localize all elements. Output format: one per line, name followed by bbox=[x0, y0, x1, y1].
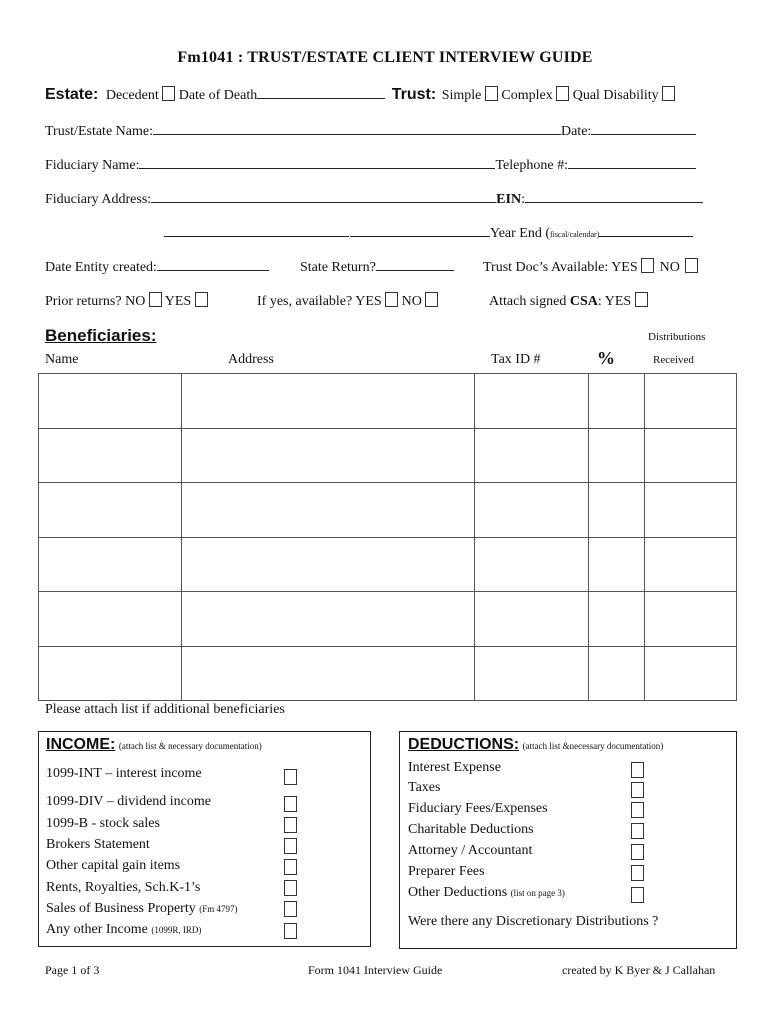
income-item-label: Rents, Royalties, Sch.K-1’s bbox=[46, 880, 201, 895]
beneficiary-distributions-cell[interactable] bbox=[645, 428, 737, 483]
beneficiary-percent-cell[interactable] bbox=[589, 483, 645, 538]
state-return-field[interactable] bbox=[376, 258, 454, 271]
deduction-item-checkbox[interactable] bbox=[631, 887, 644, 903]
deductions-box bbox=[399, 731, 737, 949]
date-entity-created-label: Date Entity created: bbox=[45, 260, 157, 275]
beneficiary-name-cell[interactable] bbox=[39, 646, 182, 701]
beneficiary-address-cell[interactable] bbox=[181, 592, 475, 647]
deduction-item-checkbox[interactable] bbox=[631, 762, 644, 778]
deduction-item-label: Taxes bbox=[408, 780, 441, 795]
beneficiary-percent-cell[interactable] bbox=[589, 428, 645, 483]
income-item-label: 1099-B - stock sales bbox=[46, 816, 160, 831]
deduction-item-label: Fiduciary Fees/Expenses bbox=[408, 801, 548, 816]
if-yes-available-label: If yes, available? YES bbox=[257, 294, 382, 309]
income-item bbox=[46, 837, 150, 853]
col-address-header: Address bbox=[228, 352, 274, 367]
income-item bbox=[46, 766, 202, 782]
beneficiary-address-cell[interactable] bbox=[181, 646, 475, 701]
page-number: Page 1 of 3 bbox=[45, 963, 100, 977]
available-no-label: NO bbox=[401, 294, 422, 309]
beneficiary-distributions-cell[interactable] bbox=[645, 646, 737, 701]
csa-label: CSA bbox=[569, 294, 598, 309]
beneficiary-name-cell[interactable] bbox=[39, 483, 182, 538]
date-entity-created-field[interactable] bbox=[157, 258, 269, 271]
income-item-checkbox[interactable] bbox=[284, 901, 297, 917]
date-of-death-label: Date of Death bbox=[178, 88, 258, 103]
deduction-item bbox=[408, 780, 440, 796]
col-percent-header: % bbox=[597, 348, 615, 368]
prior-returns-no-checkbox[interactable] bbox=[149, 292, 162, 307]
date-label: Date: bbox=[560, 124, 592, 139]
income-item-checkbox[interactable] bbox=[284, 859, 297, 875]
income-item bbox=[46, 901, 237, 917]
ein-colon: : bbox=[521, 192, 525, 207]
income-item bbox=[46, 922, 201, 938]
estate-label: Estate: bbox=[45, 86, 99, 103]
income-note: (attach list & necessary documentation) bbox=[118, 741, 262, 751]
beneficiary-address-cell[interactable] bbox=[181, 483, 475, 538]
available-no-checkbox[interactable] bbox=[425, 292, 438, 307]
table-row bbox=[39, 537, 737, 592]
deduction-item-note: (list on page 3) bbox=[510, 888, 565, 898]
beneficiary-distributions-cell[interactable] bbox=[645, 537, 737, 592]
discretionary-distributions-question: Were there any Discretionary Distributions ? bbox=[408, 914, 659, 929]
beneficiary-name-cell[interactable] bbox=[39, 374, 182, 429]
income-item-checkbox[interactable] bbox=[284, 769, 297, 785]
trust-docs-no-checkbox[interactable] bbox=[685, 258, 698, 273]
address-line2-field[interactable] bbox=[164, 224, 349, 237]
deductions-heading: DEDUCTIONS: bbox=[408, 736, 520, 753]
deduction-item-label: Preparer Fees bbox=[408, 864, 485, 879]
beneficiary-distributions-cell[interactable] bbox=[645, 374, 737, 429]
table-row bbox=[39, 483, 737, 538]
col-taxid-header: Tax ID # bbox=[491, 352, 541, 367]
income-item-checkbox[interactable] bbox=[284, 796, 297, 812]
income-item bbox=[46, 794, 211, 810]
deduction-item-checkbox[interactable] bbox=[631, 823, 644, 839]
attach-signed-label: Attach signed bbox=[489, 294, 570, 309]
income-item-label: 1099-INT – interest income bbox=[46, 766, 202, 781]
available-yes-checkbox[interactable] bbox=[385, 292, 398, 307]
beneficiary-taxid-cell[interactable] bbox=[475, 374, 589, 429]
beneficiary-percent-cell[interactable] bbox=[589, 374, 645, 429]
csa-yes-label: : YES bbox=[597, 294, 632, 309]
income-item bbox=[46, 816, 160, 832]
beneficiary-name-cell[interactable] bbox=[39, 592, 182, 647]
prior-returns-yes-label: YES bbox=[164, 294, 192, 309]
trust-docs-label: Trust Doc’s Available: YES bbox=[483, 260, 638, 275]
col-distributions-label: Distributions bbox=[648, 331, 706, 343]
fiduciary-name-field[interactable] bbox=[139, 156, 495, 169]
beneficiary-percent-cell[interactable] bbox=[589, 537, 645, 592]
complex-label: Complex bbox=[501, 88, 553, 103]
beneficiary-percent-cell[interactable] bbox=[589, 592, 645, 647]
income-item-checkbox[interactable] bbox=[284, 923, 297, 939]
year-end-label: Year End ( bbox=[490, 226, 551, 241]
deductions-note: (attach list &necessary documentation) bbox=[522, 741, 664, 751]
complex-checkbox[interactable] bbox=[556, 86, 569, 101]
table-row bbox=[39, 646, 737, 701]
col-received-label: Received bbox=[653, 354, 694, 366]
income-box bbox=[38, 731, 371, 947]
additional-beneficiaries-note: Please attach list if additional beneficiaries bbox=[45, 702, 285, 717]
income-item-label: Brokers Statement bbox=[46, 837, 150, 852]
page-title: Fm1041 : TRUST/ESTATE CLIENT INTERVIEW GUIDE bbox=[177, 49, 593, 66]
deduction-item-checkbox[interactable] bbox=[631, 782, 644, 798]
deduction-item bbox=[408, 760, 501, 776]
deduction-item-checkbox[interactable] bbox=[631, 865, 644, 881]
deduction-item-label: Other Deductions bbox=[408, 885, 511, 900]
income-item-label: Sales of Business Property bbox=[46, 901, 200, 916]
trust-label: Trust: bbox=[391, 86, 437, 103]
beneficiary-address-cell[interactable] bbox=[181, 537, 475, 592]
beneficiary-taxid-cell[interactable] bbox=[475, 537, 589, 592]
fiduciary-address-label: Fiduciary Address: bbox=[45, 192, 152, 207]
income-item-label: 1099-DIV – dividend income bbox=[46, 794, 211, 809]
deduction-item-label: Attorney / Accountant bbox=[408, 843, 533, 858]
deduction-item bbox=[408, 801, 548, 817]
trust-docs-yes-checkbox[interactable] bbox=[641, 258, 654, 273]
address-line3-field[interactable] bbox=[350, 224, 490, 237]
beneficiary-address-cell[interactable] bbox=[181, 374, 475, 429]
income-heading: INCOME: bbox=[46, 736, 116, 753]
simple-label: Simple bbox=[441, 88, 482, 103]
table-row bbox=[39, 592, 737, 647]
deduction-item-label: Interest Expense bbox=[408, 760, 501, 775]
ein-label: EIN bbox=[496, 192, 522, 207]
qual-disability-label: Qual Disability bbox=[572, 88, 659, 103]
telephone-field[interactable] bbox=[568, 156, 696, 169]
income-item-note: (Fm 4797) bbox=[199, 904, 238, 914]
income-item-checkbox[interactable] bbox=[284, 817, 297, 833]
qual-disability-checkbox[interactable] bbox=[662, 86, 675, 101]
deduction-item bbox=[408, 843, 532, 859]
deduction-item bbox=[408, 864, 485, 880]
beneficiary-distributions-cell[interactable] bbox=[645, 483, 737, 538]
beneficiary-taxid-cell[interactable] bbox=[475, 428, 589, 483]
col-name-header: Name bbox=[45, 352, 79, 367]
income-item-label: Any other Income bbox=[46, 922, 152, 937]
csa-yes-checkbox[interactable] bbox=[635, 292, 648, 307]
date-of-death-field[interactable] bbox=[257, 86, 385, 99]
fiduciary-name-label: Fiduciary Name: bbox=[45, 158, 140, 173]
beneficiary-taxid-cell[interactable] bbox=[475, 646, 589, 701]
decedent-label: Decedent bbox=[105, 88, 159, 103]
deduction-item bbox=[408, 885, 565, 901]
beneficiary-address-cell[interactable] bbox=[181, 428, 475, 483]
prior-returns-label: Prior returns? NO bbox=[45, 294, 146, 309]
beneficiaries-table bbox=[38, 373, 737, 701]
income-item-checkbox[interactable] bbox=[284, 880, 297, 896]
entity-type-row bbox=[45, 86, 675, 104]
beneficiary-taxid-cell[interactable] bbox=[475, 592, 589, 647]
deduction-item-checkbox[interactable] bbox=[631, 802, 644, 818]
table-row bbox=[39, 428, 737, 483]
trust-docs-no-label: NO bbox=[659, 260, 680, 275]
trust-estate-name-label: Trust/Estate Name: bbox=[45, 124, 153, 139]
deduction-item-label: Charitable Deductions bbox=[408, 822, 534, 837]
state-return-label: State Return? bbox=[300, 260, 376, 275]
decedent-checkbox[interactable] bbox=[162, 86, 175, 101]
fiscal-calendar-label: fiscal/calendar) bbox=[550, 230, 600, 239]
deduction-item-checkbox[interactable] bbox=[631, 844, 644, 860]
prior-returns-yes-checkbox[interactable] bbox=[195, 292, 208, 307]
trust-estate-name-field[interactable] bbox=[153, 122, 561, 135]
beneficiary-name-cell[interactable] bbox=[39, 428, 182, 483]
income-item-note: (1099R, IRD) bbox=[151, 925, 202, 935]
income-item-checkbox[interactable] bbox=[284, 838, 297, 854]
beneficiary-name-cell[interactable] bbox=[39, 537, 182, 592]
income-item bbox=[46, 880, 200, 896]
table-row bbox=[39, 374, 737, 429]
deduction-item bbox=[408, 822, 534, 838]
beneficiary-distributions-cell[interactable] bbox=[645, 592, 737, 647]
simple-checkbox[interactable] bbox=[485, 86, 498, 101]
beneficiary-percent-cell[interactable] bbox=[589, 646, 645, 701]
income-item-label: Other capital gain items bbox=[46, 858, 181, 873]
beneficiary-taxid-cell[interactable] bbox=[475, 483, 589, 538]
income-item bbox=[46, 858, 180, 874]
fiduciary-address-field[interactable] bbox=[151, 190, 496, 203]
form-name-footer: Form 1041 Interview Guide bbox=[308, 963, 443, 977]
date-field[interactable] bbox=[591, 122, 696, 135]
credit-footer: created by K Byer & J Callahan bbox=[562, 963, 716, 977]
beneficiaries-heading: Beneficiaries: bbox=[45, 326, 157, 345]
ein-field[interactable] bbox=[525, 190, 703, 203]
telephone-label: Telephone #: bbox=[495, 158, 568, 173]
year-end-field[interactable] bbox=[599, 224, 693, 237]
